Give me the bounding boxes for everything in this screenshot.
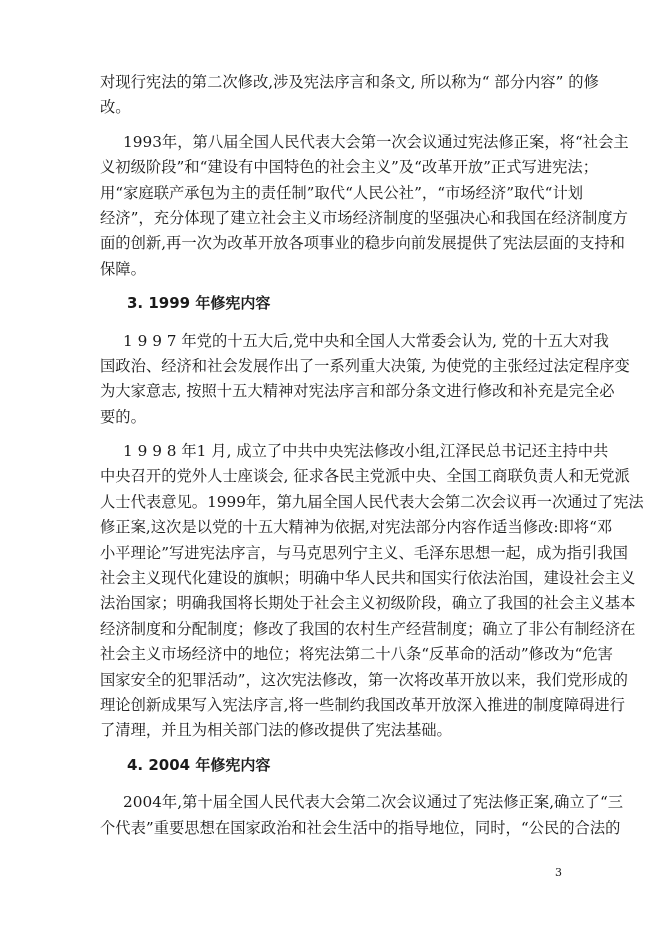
text-line: 对现行宪法的第二次修改,涉及宪法序言和条文, 所以称为“ 部分内容” 的修	[100, 73, 599, 91]
paragraph	[100, 70, 599, 121]
text-line: 改。	[100, 98, 131, 117]
document-body	[100, 70, 644, 850]
text-line: 国家安全的犯罪活动”，这次宪法修改，第一次将改革开放以来，我们党形成的	[100, 670, 628, 689]
text-line: 面的创新,再一次为改革开放各项事业的稳步向前发展提供了宪法层面的支持和	[100, 234, 625, 253]
text-line: 经济”，充分体现了建立社会主义市场经济制度的坚强决心和我国在经济制度方	[100, 208, 628, 227]
text-line: 为大家意志, 按照十五大精神对宪法序言和部分条文进行修改和补充是完全必	[100, 382, 615, 401]
text-line: 1993年，第八届全国人民代表大会第一次会议通过宪法修正案，将“社会主	[123, 132, 629, 151]
text-line: 中央召开的党外人士座谈会, 征求各民主党派中央、全国工商联负责人和无党派	[100, 467, 630, 486]
text-line: 保障。	[100, 259, 146, 278]
text-line: 2004年,第十届全国人民代表大会第二次会议通过了宪法修正案,确立了“三	[123, 793, 624, 812]
text-line: 理论创新成果写入宪法序言,将一些制约我国改革开放深入推进的制度障碍进行	[100, 696, 625, 714]
text-line: 人士代表意见。1999年，第九届全国人民代表大会第二次会议再一次通过了宪法	[100, 492, 644, 511]
page-number: 3	[555, 866, 562, 879]
text-line: 修正案,这次是以党的十五大精神为依据,对宪法部分内容作适当修改:即将“邓	[100, 518, 613, 537]
text-line: 法治国家；明确我国将长期处于社会主义初级阶段，确立了我国的社会主义基本	[100, 594, 636, 613]
text-line: 义初级阶段”和“建设有中国特色的社会主义”及“改革开放”正式写进宪法；	[100, 158, 599, 177]
paragraph	[100, 130, 629, 282]
text-line: 国政治、经济和社会发展作出了一系列重大决策, 为使党的主张经过法定程序变	[100, 356, 630, 375]
text-line: 社会主义市场经济中的地位；将宪法第二十八条“反革命的活动”修改为“危害	[100, 645, 613, 664]
paragraph	[100, 329, 630, 431]
text-line: 1 9 9 8 年1 月, 成立了中共中央宪法修改小组,江泽民总书记还主持中共	[123, 442, 609, 461]
text-line: 用“家庭联产承包为主的责任制”取代“人民公社”，“市场经济”取代“计划	[100, 183, 584, 202]
text-line: 了清理，并且为相关部门法的修改提供了宪法基础。	[100, 721, 452, 740]
text-line: 小平理论”写进宪法序言，与马克思列宁主义、毛泽东思想一起，成为指引我国	[100, 543, 628, 562]
text-line: 经济制度和分配制度；修改了我国的农村生产经营制度；确立了非公有制经济在	[100, 619, 636, 638]
paragraph	[100, 790, 624, 841]
section-heading: 3. 1999 年修宪内容	[127, 294, 271, 313]
paragraph	[100, 439, 644, 744]
section-heading: 4. 2004 年修宪内容	[127, 755, 271, 774]
text-line: 要的。	[100, 407, 146, 426]
text-line: 社会主义现代化建设的旗帜；明确中华人民共和国实行依法治国，建设社会主义	[100, 569, 636, 588]
text-line: 个代表”重要思想在国家政治和社会生活中的指导地位，同时，“公民的合法的	[100, 818, 621, 837]
text-line: 1 9 9 7 年党的十五大后,党中央和全国人大常委会认为, 党的十五大对我	[123, 331, 609, 350]
